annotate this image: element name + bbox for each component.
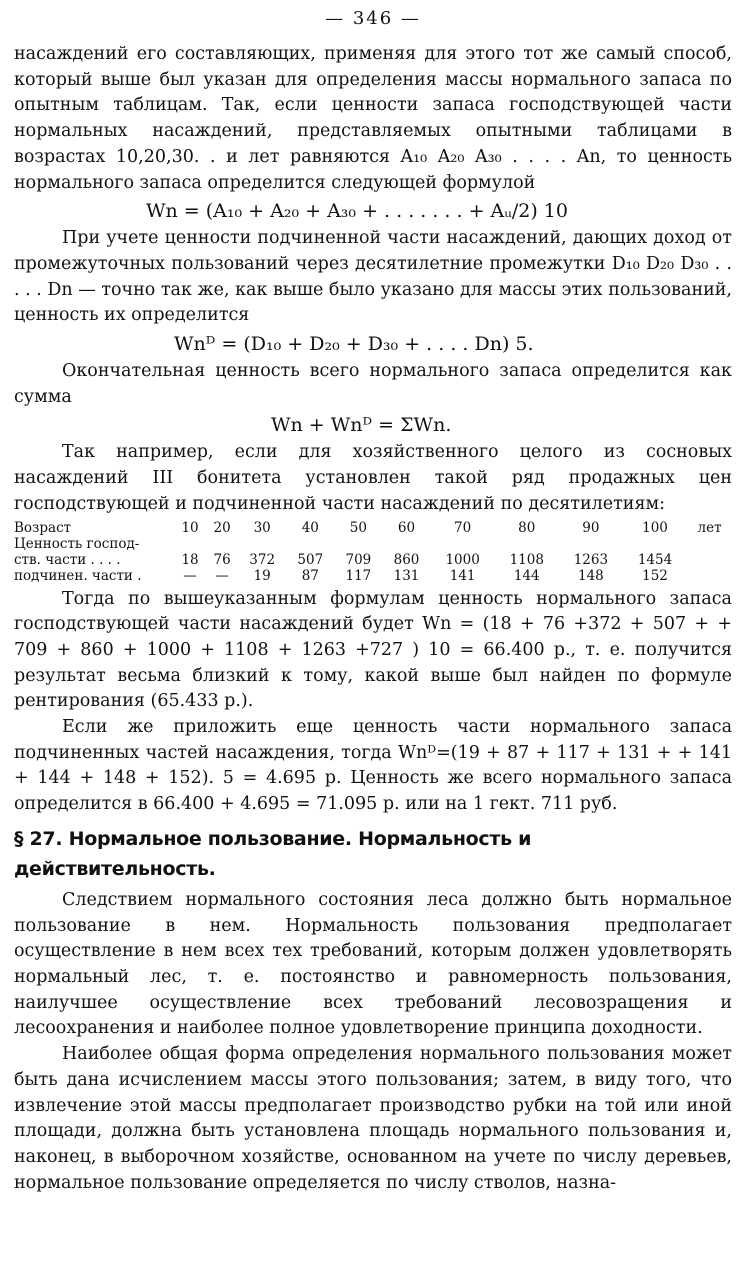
table-age-cell: 30 (253, 519, 271, 536)
formula-sum: Wn + Wnᴰ = ΣWn. (271, 414, 452, 437)
table-age-cell: 90 (582, 519, 600, 536)
page-number: — 346 — (325, 8, 421, 29)
table-cell: 860 (393, 551, 420, 568)
paragraph-8: Наиболее общая форма определения нормального пользования может быть дана исчислением массы этого пользования; затем, в виду того, что извлечение этой массы предполагает производство рубки на той или иной площади, должна быть установлена площадь нормального пользования и, наконец, в выборочном хозяйстве, основанном на учете по числу деревьев, нормальное пользование определяется по числу стволов, назна- (14, 1044, 732, 1193)
formula-wnd: Wnᴰ = (D₁₀ + D₂₀ + D₃₀ + . . . . Dn) 5. (174, 333, 534, 356)
table-cell: 1263 (573, 551, 609, 568)
paragraph-6: Если же приложить еще ценность части нормального запаса подчиненных частей насаждения, тогда Wnᴰ=(19 + 87 + 117 + 131 + + 141 + 144 + 148 + 152). 5 = 4.695 р. Ценность же всего нормального запаса определится в 66.400 + 4.695 = 71.095 р. или на 1 гект. 711 руб. (14, 717, 732, 815)
table-cell: 18 (181, 551, 199, 568)
table-age-cell: 80 (518, 519, 536, 536)
table-row-subordinate (14, 568, 732, 584)
table-cell: 148 (577, 567, 604, 584)
table-unit: лет (697, 519, 722, 536)
table-cell: 709 (345, 551, 372, 568)
paragraph-4: Так например, если для хозяйственного целого из сосновых насаждений III бонитета установлен такой ряд продажных цен господствующей и подчиненной части насаждений по десятилетиям: (14, 442, 732, 514)
price-table (14, 520, 732, 584)
book-page (14, 6, 732, 1196)
paragraph-5: Тогда по вышеуказанным формулам ценность нормального запаса господствующей части насаждений будет Wn = (18 + 76 +372 + 507 + + 709 + 860 + 1000 + 1108 + 1263 +727 ) 10 = 66.400 р., т. е. получится результат весьма близкий к тому, какой выше был найден по формуле рентирования (65.433 р.). (14, 588, 732, 712)
table-age-cell: 50 (349, 519, 367, 536)
table-age-cell: 70 (454, 519, 472, 536)
table-cell: 117 (345, 567, 372, 584)
table-cell: 1454 (637, 551, 673, 568)
table-age-cell: 100 (642, 519, 668, 536)
table-cell: 1108 (509, 551, 544, 568)
table-row2-label: подчинен. части . (14, 567, 142, 584)
table-cell: 507 (297, 551, 324, 568)
table-cell: 131 (393, 567, 420, 584)
table-cell: 19 (253, 567, 271, 584)
table-cell: — (183, 567, 197, 584)
table-cell: — (215, 567, 229, 584)
table-age-cell: 40 (301, 519, 319, 536)
table-cell: 76 (213, 551, 231, 568)
table-cell: 372 (249, 551, 276, 568)
table-row1-label-b: ств. части . . . . (14, 551, 121, 568)
table-row1-label-a: Ценность господ- (14, 535, 140, 552)
section-heading: § 27. Нормальное пользование. Нормальность и действительность. (14, 827, 532, 880)
table-header-label: Возраст (14, 519, 72, 536)
table-cell: 144 (513, 567, 540, 584)
paragraph-3: Окончательная ценность всего нормального запаса определится как сумма (14, 361, 732, 407)
table-cell: 152 (642, 567, 668, 584)
table-row-label (14, 536, 732, 552)
formula-wn: Wn = (A₁₀ + A₂₀ + A₃₀ + . . . . . . . + Aᵤ/2) 10 (146, 200, 568, 223)
paragraph-7: Следствием нормального состояния леса должно быть нормальное пользование в нем. Нормальность пользования предполагает осуществление в нем всех тех требований, которым должен удовлетворять нормальный лес, т. е. постоянство и равномерность пользования, наилучшее осуществление всех требований лесовозращения и лесоохранения и наиболее полное удовлетворение принципа доходности. (14, 889, 732, 1039)
table-cell: 1000 (445, 551, 480, 568)
table-row-ages (14, 520, 732, 536)
table-cell: 141 (449, 567, 476, 584)
table-cell: 87 (301, 567, 319, 584)
table-age-cell: 10 (181, 519, 199, 536)
table-row-dominant (14, 552, 732, 568)
paragraph-2: При учете ценности подчиненной части насаждений, дающих доход от промежуточных пользований через десятилетние промежутки D₁₀ D₂₀ D₃₀ . . . . . Dn — точно так же, как выше было указано для массы этих пользований, ценность их определится (14, 228, 732, 326)
paragraph-1: насаждений его составляющих, применяя для этого тот же самый способ, который выше был указан для определения массы нормального запаса по опытным таблицам. Так, если ценности запаса господствующей части нормальных насаждений, представляемых опытными таблицами в возрастах 10,20,30. . и лет равняются A₁₀ A₂₀ A₃₀ . . . . An, то ценность нормального запаса определится следующей формулой (14, 44, 732, 193)
table-age-cell: 20 (213, 519, 231, 536)
table-age-cell: 60 (397, 519, 416, 536)
